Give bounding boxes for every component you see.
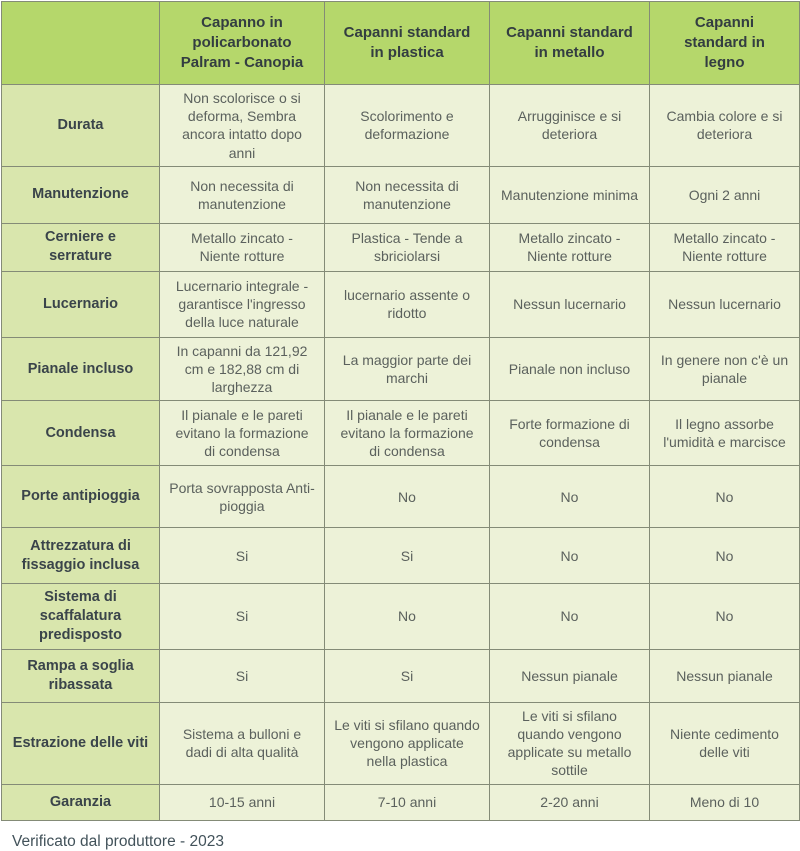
table-row — [2, 271, 800, 337]
table-cell: Sistema a bulloni e dadi di alta qualità — [160, 702, 325, 784]
table-cell: Il pianale e le pareti evitano la formazione di condensa — [325, 401, 490, 466]
table-cell: In capanni da 121,92 cm e 182,88 cm di larghezza — [160, 337, 325, 401]
table-cell: Nessun pianale — [490, 649, 650, 702]
table-cell: Le viti si sfilano quando vengono applicate nella plastica — [325, 702, 490, 784]
table-cell: Si — [160, 649, 325, 702]
corner-cell — [2, 2, 160, 85]
table-cell: No — [325, 584, 490, 650]
table-cell: No — [650, 528, 800, 584]
comparison-table — [1, 1, 800, 821]
table-cell: Nessun pianale — [650, 649, 800, 702]
table-cell: Si — [160, 528, 325, 584]
row-label: Condensa — [2, 401, 160, 466]
table-row — [2, 702, 800, 784]
table-cell: Metallo zincato - Niente rotture — [650, 223, 800, 271]
table-row — [2, 584, 800, 650]
table-cell: 7-10 anni — [325, 784, 490, 820]
table-cell: Nessun lucernario — [490, 271, 650, 337]
table-row — [2, 85, 800, 167]
table-cell: 2-20 anni — [490, 784, 650, 820]
table-row — [2, 223, 800, 271]
verified-note: Verificato dal produttore - 2023 — [12, 832, 224, 850]
table-cell: 10-15 anni — [160, 784, 325, 820]
row-label: Garanzia — [2, 784, 160, 820]
table-cell: Non necessita di manutenzione — [160, 166, 325, 223]
table-cell: No — [650, 584, 800, 650]
table-cell: Meno di 10 — [650, 784, 800, 820]
row-label: Sistema di scaffalatura predisposto — [2, 584, 160, 650]
table-cell: Plastica - Tende a sbriciolarsi — [325, 223, 490, 271]
row-label: Attrezzatura di fissaggio inclusa — [2, 528, 160, 584]
table-cell: No — [490, 466, 650, 528]
header-row — [2, 2, 800, 85]
table-cell: No — [325, 466, 490, 528]
table-row — [2, 784, 800, 820]
table-cell: No — [650, 466, 800, 528]
table-cell: Scolorimento e deformazione — [325, 85, 490, 167]
row-label: Cerniere e serrature — [2, 223, 160, 271]
table-cell: Metallo zincato - Niente rotture — [160, 223, 325, 271]
table-row — [2, 649, 800, 702]
column-header: Capanni standard in metallo — [490, 2, 650, 85]
table-cell: Il pianale e le pareti evitano la formazione di condensa — [160, 401, 325, 466]
table-row — [2, 166, 800, 223]
table-row — [2, 466, 800, 528]
column-header: Capanno in policarbonato Palram - Canopia — [160, 2, 325, 85]
row-label: Estrazione delle viti — [2, 702, 160, 784]
table-cell: Non necessita di manutenzione — [325, 166, 490, 223]
row-label: Porte antipioggia — [2, 466, 160, 528]
table-cell: Metallo zincato - Niente rotture — [490, 223, 650, 271]
table-row — [2, 401, 800, 466]
table-cell: Forte formazione di condensa — [490, 401, 650, 466]
column-header: Capanni standard in plastica — [325, 2, 490, 85]
column-header: Capanni standard in legno — [650, 2, 800, 85]
table-cell: Cambia colore e si deteriora — [650, 85, 800, 167]
table-row — [2, 337, 800, 401]
table-cell: Si — [160, 584, 325, 650]
table-body — [2, 85, 800, 821]
table-cell: Nessun lucernario — [650, 271, 800, 337]
table-cell: Porta sovrapposta Anti-pioggia — [160, 466, 325, 528]
table-cell: Niente cedimento delle viti — [650, 702, 800, 784]
table-cell: Si — [325, 528, 490, 584]
table-cell: In genere non c'è un pianale — [650, 337, 800, 401]
row-label: Lucernario — [2, 271, 160, 337]
table-cell: No — [490, 584, 650, 650]
table-cell: Non scolorisce o si deforma, Sembra ancora intatto dopo anni — [160, 85, 325, 167]
table-cell: Ogni 2 anni — [650, 166, 800, 223]
row-label: Durata — [2, 85, 160, 167]
comparison-page — [0, 1, 800, 850]
table-cell: lucernario assente o ridotto — [325, 271, 490, 337]
row-label: Manutenzione — [2, 166, 160, 223]
table-cell: Le viti si sfilano quando vengono applicate su metallo sottile — [490, 702, 650, 784]
table-cell: Il legno assorbe l'umidità e marcisce — [650, 401, 800, 466]
table-cell: La maggior parte dei marchi — [325, 337, 490, 401]
table-cell: Lucernario integrale - garantisce l'ingresso della luce naturale — [160, 271, 325, 337]
row-label: Pianale incluso — [2, 337, 160, 401]
table-cell: Arrugginisce e si deteriora — [490, 85, 650, 167]
table-cell: Pianale non incluso — [490, 337, 650, 401]
table-cell: Si — [325, 649, 490, 702]
table-cell: Manutenzione minima — [490, 166, 650, 223]
table-row — [2, 528, 800, 584]
row-label: Rampa a soglia ribassata — [2, 649, 160, 702]
table-cell: No — [490, 528, 650, 584]
